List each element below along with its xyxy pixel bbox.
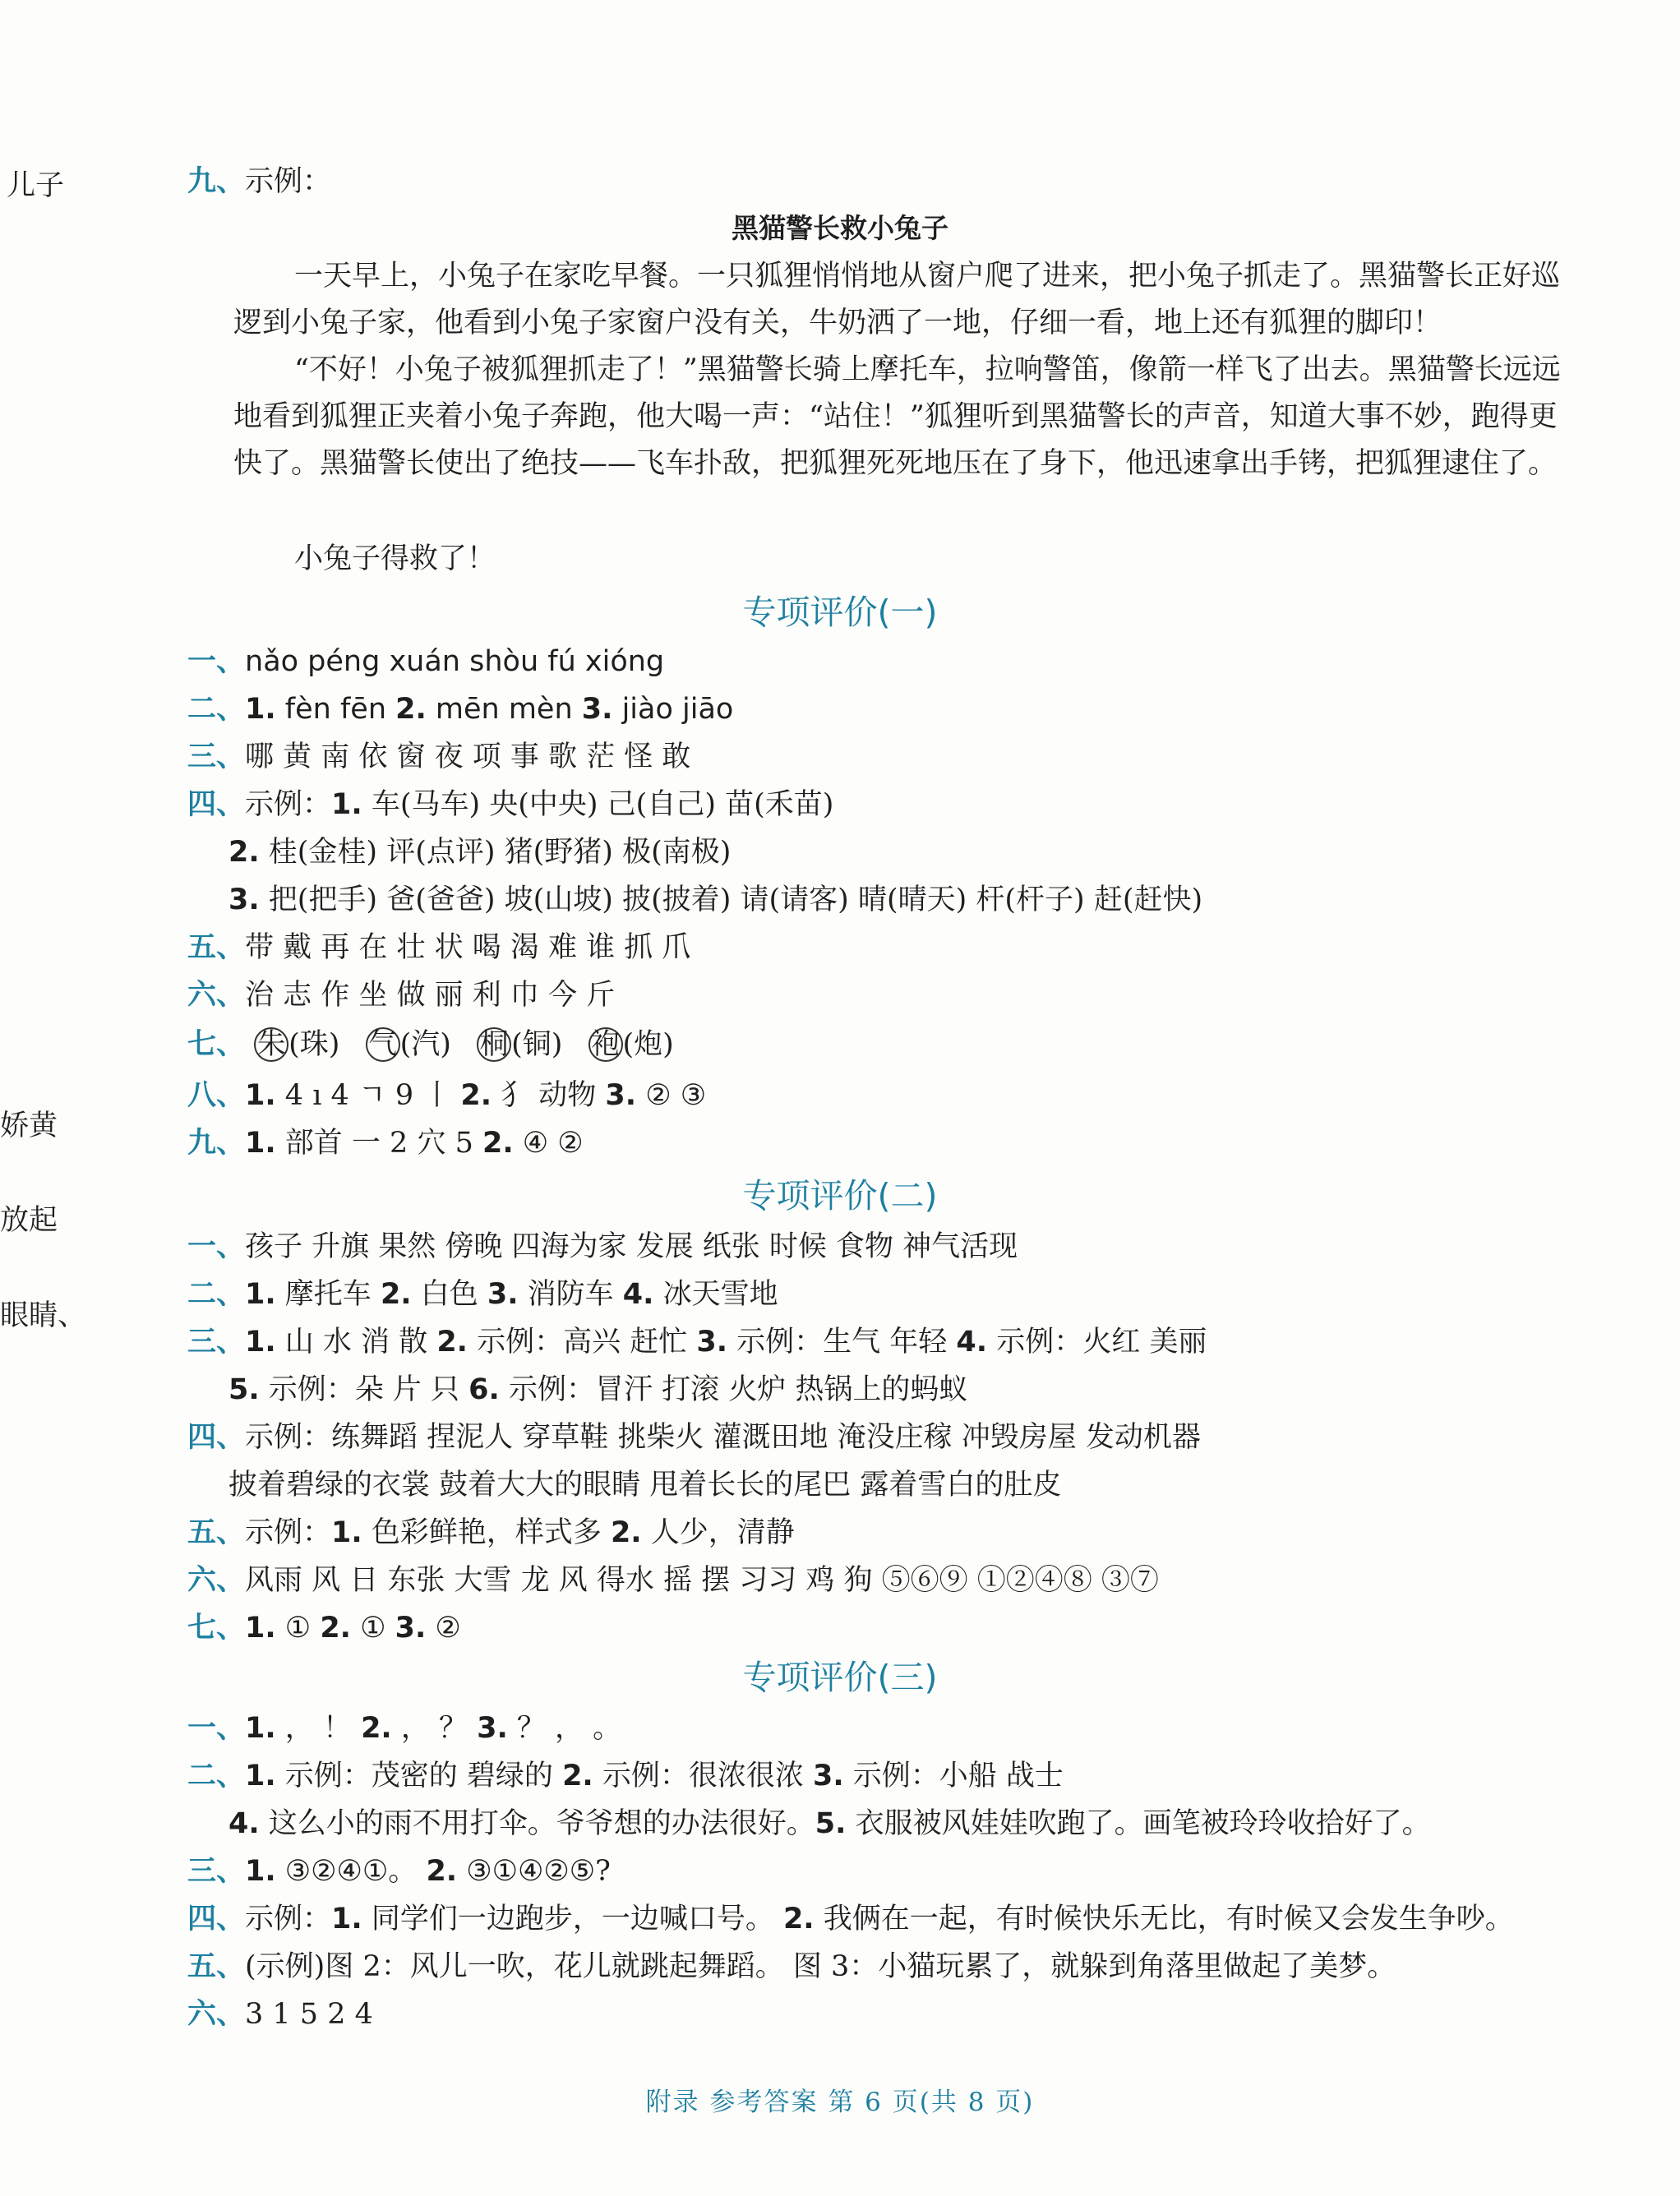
text-span: 二、 (187, 1278, 246, 1311)
text-span: 白色 (411, 1278, 487, 1311)
answer-line (187, 1900, 1514, 1938)
text-span: 一、 (187, 645, 246, 678)
text-span: (铜) (511, 1028, 563, 1061)
text-span: (炮) (622, 1028, 674, 1061)
text-span: 3. (696, 1326, 728, 1359)
text-span: (汽) (399, 1028, 451, 1061)
text-span: 示例：朵 片 只 (259, 1373, 469, 1406)
text-span: 一、 (187, 1230, 246, 1263)
text-span: jiào jiāo (612, 693, 734, 726)
answer-line (187, 738, 690, 776)
text-span: 哪 黄 南 依 窗 夜 项 事 歌 茫 怪 敢 (245, 740, 691, 773)
answer-line (187, 1852, 611, 1890)
text-span: 五、 (187, 931, 246, 964)
story-paragraph: “不好！小兔子被狐狸抓走了！”黑猫警长骑上摩托车，拉响警笛，像箭一样飞了出去。黑猫警长远远地看到狐狸正夹着小兔子奔跑，他大喝一声：“站住！”狐狸听到黑猫警长的声音，知道大事不妙，跑得更快了。黑猫警长使出了绝技——飞车扑敌，把狐狸死死地压在了身下，他迅速拿出手铐，把狐狸逮住了。 (233, 353, 1561, 480)
text-span: 七、 (187, 1612, 246, 1645)
text-span: 4. (622, 1278, 654, 1311)
text-span: 3. (812, 1760, 844, 1792)
text-span: 1. (245, 1278, 276, 1311)
text-span: 示例： (245, 788, 332, 821)
circled-char: 袍 (588, 1027, 623, 1062)
answer-line (187, 1514, 795, 1552)
margin-fragment: 放起 (0, 1204, 58, 1237)
text-span: 冰天雪地 (653, 1278, 778, 1311)
page-footer: 附录 参考答案 第 6 页(共 8 页) (645, 2088, 1035, 2117)
section-title: 专项评价(二) (742, 1176, 938, 1216)
text-span: 3. (395, 1612, 427, 1645)
text-span: 三、 (187, 1326, 246, 1359)
answer-line (187, 643, 664, 680)
text-span: 九、 (187, 165, 246, 198)
story-paragraph: 小兔子得救了！ (294, 542, 496, 575)
text-span: 色彩鲜艳，样式多 (362, 1516, 611, 1549)
text-span: 这么小的雨不用打伞。爷爷想的办法很好。 (259, 1807, 815, 1840)
text-span: 把(把手) 爸(爸爸) 坡(山坡) 披(披着) 请(请客) 晴(晴天) 杆(杆子) 赶(赶快) (259, 883, 1203, 916)
text-span: 1. (245, 1127, 276, 1160)
text-span: 山 水 消 散 (275, 1326, 437, 1359)
text-span: 六、 (187, 1564, 246, 1597)
text-span: 示例：冒汗 打滚 火炉 热锅上的蚂蚁 (499, 1373, 968, 1406)
text-span: ③②④①。 (275, 1855, 427, 1888)
answer-line (187, 1609, 461, 1647)
text-span: 车(马车) 央(中央) 己(自己) 苗(禾苗) (362, 788, 834, 821)
text-span: 治 志 作 坐 做 丽 利 巾 今 斤 (245, 979, 616, 1012)
text-span: 五、 (187, 1516, 246, 1549)
text-span: 3. (581, 693, 613, 726)
text-span: 2. (562, 1760, 593, 1792)
text-span: 三、 (187, 740, 246, 773)
text-span: 二、 (187, 1760, 246, 1792)
text-span: 3. (487, 1278, 519, 1311)
answer-line (228, 881, 1202, 919)
text-span: 2. (361, 1712, 392, 1745)
text-span: 2. (460, 1079, 492, 1112)
answer-line (187, 163, 331, 201)
text-span: (珠) (288, 1028, 340, 1061)
text-span: 带 戴 再 在 壮 状 喝 渴 难 谁 抓 爪 (245, 931, 691, 964)
text-span: 八、 (187, 1079, 246, 1112)
text-span: 1. (331, 1516, 362, 1549)
text-span: 同学们一边跑步，一边喊口号。 (362, 1903, 783, 1935)
text-span: 3. (605, 1079, 637, 1112)
text-span: 示例：练舞蹈 捏泥人 穿草鞋 挑柴火 灌溉田地 淹没庄稼 冲毁房屋 发动机器 (245, 1421, 1201, 1454)
text-span: 人少，清静 (641, 1516, 795, 1549)
text-span: 1. (245, 1612, 276, 1645)
text-span: 3. (477, 1712, 508, 1745)
answer-line (228, 1466, 1061, 1504)
circled-char: 朱 (254, 1027, 288, 1062)
text-span: mēn mèn (426, 693, 582, 726)
text-span: 示例：小船 战士 (843, 1760, 1064, 1792)
answer-line (187, 1757, 1064, 1795)
text-span: ② ③ (636, 1079, 707, 1112)
text-span: 六、 (187, 1998, 246, 2031)
text-span: 3 1 5 2 4 (245, 1998, 373, 2031)
answer-line (187, 1323, 1207, 1361)
text-span: 九、 (187, 1127, 246, 1160)
text-span: 我俩在一起，有时候快乐无比，有时候又会发生争吵。 (814, 1903, 1514, 1935)
text-span: 2. (395, 693, 427, 726)
text-span: 示例：茂密的 碧绿的 (275, 1760, 563, 1792)
text-span: 四、 (187, 788, 246, 821)
text-span: 摩托车 (275, 1278, 381, 1311)
text-span: 2. (482, 1127, 514, 1160)
text-span: 1. (245, 1079, 276, 1112)
answer-line (187, 929, 690, 967)
answer-line (187, 1026, 674, 1063)
text-span: 披着碧绿的衣裳 鼓着大大的眼睛 甩着长长的尾巴 露着雪白的肚皮 (228, 1469, 1062, 1502)
text-span: 2. (380, 1278, 412, 1311)
text-span: 1. (331, 788, 362, 821)
text-span: fèn fēn (275, 693, 396, 726)
text-span: 2. (782, 1903, 815, 1935)
text-span: 示例：生气 年轻 (727, 1326, 957, 1359)
text-span: ③①④②⑤? (457, 1855, 611, 1888)
text-span: ， ？ (391, 1712, 478, 1745)
text-span: ① (350, 1612, 395, 1645)
text-span: 4. (228, 1807, 260, 1840)
answer-line (228, 1805, 1431, 1843)
text-span: 1. (331, 1903, 362, 1935)
text-span: 2. (320, 1612, 351, 1645)
text-span: ④ ② (513, 1127, 584, 1160)
text-span: 4 ı 4 ㄱ 9 丨 (275, 1079, 461, 1112)
text-span: 示例：很浓很浓 (593, 1760, 813, 1792)
answer-line (187, 1077, 706, 1114)
answer-line (187, 690, 733, 728)
answer-line (187, 1709, 621, 1747)
answer-line (187, 1995, 373, 2033)
text-span: 1. (245, 693, 276, 726)
answer-line (187, 1562, 1159, 1599)
text-span: 4. (956, 1326, 988, 1359)
text-span: 五、 (187, 1950, 246, 1983)
text-span: 1. (245, 1760, 276, 1792)
text-span: 风雨 风 日 东张 大雪 龙 风 得水 摇 摆 习习 鸡 狗 ⑤⑥⑨ ①②④⑧ ③⑦ (245, 1564, 1159, 1597)
text-span: 示例： (245, 1903, 332, 1935)
text-span: 示例：火红 美丽 (987, 1326, 1207, 1359)
answer-line (187, 1276, 778, 1313)
margin-fragment: 娇黄 (0, 1110, 58, 1142)
text-span: 示例：高兴 赶忙 (467, 1326, 697, 1359)
text-span: 犭 动物 (492, 1079, 606, 1112)
text-span: 示例： (245, 165, 332, 198)
story-paragraph: 一天早上，小兔子在家吃早餐。一只狐狸悄悄地从窗户爬了进来，把小兔子抓走了。黑猫警长正好巡逻到小兔子家，他看到小兔子家窗户没有关，牛奶洒了一地，仔细一看，地上还有狐狸的脚印！ (233, 260, 1561, 339)
text-span: 六、 (187, 979, 246, 1012)
text-span: 1. (245, 1855, 276, 1888)
circled-char: 桐 (477, 1027, 511, 1062)
text-span: 衣服被风娃娃吹跑了。画笔被玲玲收拾好了。 (846, 1807, 1431, 1840)
text-span: 四、 (187, 1903, 246, 1935)
story-title: 黑猫警长救小兔子 (732, 212, 948, 244)
answer-line (187, 786, 833, 824)
text-span: (示例)图 2：风儿一吹，花儿就跳起舞蹈。 图 3：小猫玩累了，就躲到角落里做起了美梦。 (245, 1950, 1396, 1983)
text-span: 2. (610, 1516, 642, 1549)
margin-fragment: 儿子 (7, 169, 65, 202)
text-span: 2. (436, 1326, 468, 1359)
answer-line (187, 976, 615, 1014)
text-span: 七、 (187, 1028, 246, 1061)
text-span: 消防车 (518, 1278, 623, 1311)
text-span: ， ！ (275, 1712, 362, 1745)
answer-line (187, 1228, 1018, 1266)
text-span: 桂(金桂) 评(点评) 猪(野猪) 极(南极) (259, 836, 732, 869)
text-span: ① (275, 1612, 321, 1645)
answer-line (187, 1948, 1396, 1986)
circled-char: 气 (366, 1027, 400, 1062)
text-span: 一、 (187, 1712, 246, 1745)
text-span: 1. (245, 1326, 276, 1359)
text-span: 示例： (245, 1516, 332, 1549)
margin-fragment: 眼睛、 (0, 1299, 87, 1332)
answer-line (228, 833, 731, 871)
text-span: 部首 一 2 穴 5 (275, 1127, 482, 1160)
section-title: 专项评价(三) (742, 1658, 938, 1697)
text-span: 三、 (187, 1855, 246, 1888)
text-span: 2. (228, 836, 260, 869)
text-span: ② (426, 1612, 461, 1645)
text-span: 二、 (187, 693, 246, 726)
text-span: 5. (228, 1373, 260, 1406)
text-span: ？ ， 。 (507, 1712, 622, 1745)
text-span: 1. (245, 1712, 276, 1745)
section-title: 专项评价(一) (742, 593, 938, 632)
text-span: 2. (426, 1855, 458, 1888)
answer-line (187, 1124, 584, 1162)
text-span: nǎo péng xuán shòu fú xióng (245, 645, 665, 678)
text-span: 5. (815, 1807, 847, 1840)
text-span: 四、 (187, 1421, 246, 1454)
text-span: 3. (228, 883, 260, 916)
answer-line (228, 1371, 967, 1409)
answer-line (187, 1419, 1201, 1456)
text-span: 6. (468, 1373, 500, 1406)
text-span: 孩子 升旗 果然 傍晚 四海为家 发展 纸张 时候 食物 神气活现 (245, 1230, 1018, 1263)
